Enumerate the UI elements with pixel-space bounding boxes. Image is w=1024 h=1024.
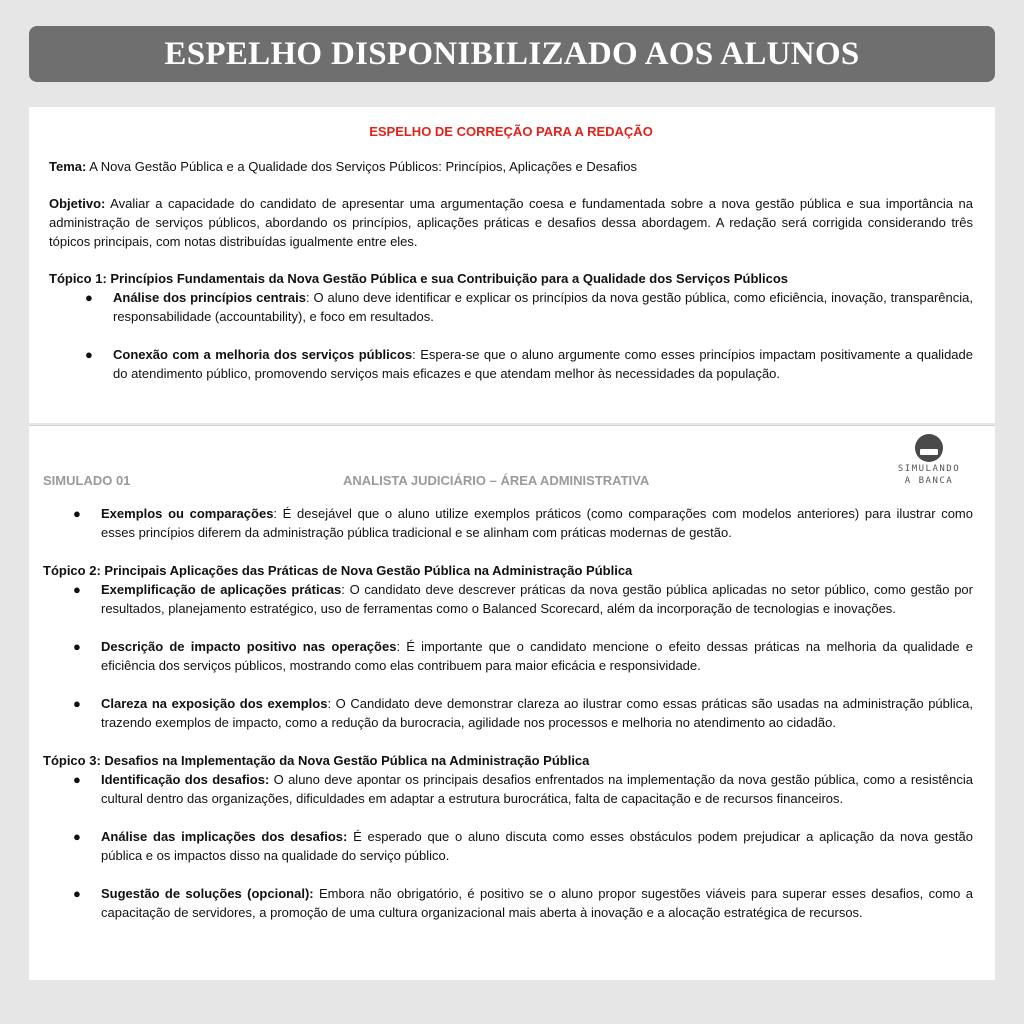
list-item [43,504,973,542]
header-cargo: ANALISTA JUDICIÁRIO – ÁREA ADMINISTRATIVA [343,473,650,488]
list-item [43,580,973,618]
banner-title: ESPELHO DISPONIBILIZADO AOS ALUNOS [164,35,860,72]
logo-line-1: SIMULANDO [897,464,961,474]
student-reading-icon [915,434,943,462]
list-item [43,770,973,808]
tema-paragraph [49,157,973,176]
list-item [49,345,973,383]
item-label: Descrição de impacto positivo nas operações [101,639,397,654]
document-page-2 [29,425,995,980]
topic-3-list [43,770,973,922]
list-item [49,288,973,326]
topic-3-title: Tópico 3: Desafios na Implementação da Nova Gestão Pública na Administração Pública [43,753,590,768]
item-label: Identificação dos desafios: [101,772,270,787]
bullet-icon: ● [85,347,93,362]
bullet-icon: ● [73,639,81,654]
item-text: : É importante que o candidato mencione o efeito dessas práticas na melhoria da qualidade e eficiência dos serviços públicos, mostrando como elas contribuem para maior eficácia e responsividade. [101,639,973,673]
item-label: Sugestão de soluções (opcional): [101,886,314,901]
list-item [43,884,973,922]
objetivo-text: Avaliar a capacidade do candidato de apresentar uma argumentação coesa e fundamentada sobre a nova gestão pública e sua importância na administração de serviços públicos, abordando os princípios, aplicações práticas e desafios dessa abordagem. A redação será corrigida considerando três tópicos principais, com notas distribuídas igualmente entre eles. [49,196,973,249]
bullet-icon: ● [73,886,81,901]
item-text: : O aluno deve identificar e explicar os princípios da nova gestão pública, como eficiência, inovação, transparência, responsabilidade (accountability), e foco em resultados. [113,290,973,324]
topic-1-list [49,288,973,383]
tema-label: Tema: [49,159,87,174]
page-header [43,426,973,504]
list-item [43,694,973,732]
logo-line-2: A BANCA [904,476,954,486]
item-text: O aluno deve apontar os principais desafios enfrentados na implementação da nova gestão pública, como a resistência cultural dentro das organizações, dificuldades em adaptar a estrutura burocrática, falta de capacitação e de recursos financeiros. [101,772,974,806]
objetivo-paragraph [49,194,973,251]
document-title: ESPELHO DE CORREÇÃO PARA A REDAÇÃO [369,124,653,139]
bullet-icon: ● [73,506,81,521]
item-text: : É desejável que o aluno utilize exemplos práticos (como comparações com modelos anteriores) para ilustrar como esses princípios diferem da administração pública tradicional e se alinham com práticas modernas de gestão. [101,506,973,540]
page-banner [29,26,995,82]
bullet-icon: ● [73,582,81,597]
item-label: Clareza na exposição dos exemplos [101,696,328,711]
item-text: : O Candidato deve demonstrar clareza ao ilustrar como essas práticas são usadas na administração pública, trazendo exemplos de impacto, como a redução da burocracia, agilidade nos processos e melhoria no atendimento ao cidadão. [101,696,973,730]
bullet-icon: ● [85,290,93,305]
bullet-icon: ● [73,772,81,787]
objetivo-label: Objetivo: [49,196,106,211]
item-label: Exemplos ou comparações [101,506,274,521]
item-label: Exemplificação de aplicações práticas [101,582,342,597]
item-label: Análise dos princípios centrais [113,290,306,305]
list-item [43,637,973,675]
tema-text: A Nova Gestão Pública e a Qualidade dos Serviços Públicos: Princípios, Aplicações e Desafios [86,159,637,174]
document-page-1 [29,107,995,423]
item-text: É esperado que o aluno discuta como esses obstáculos podem prejudicar a aplicação da nova gestão pública e os impactos disso na qualidade do serviço público. [101,829,973,863]
header-simulado: SIMULADO 01 [43,473,131,488]
bullet-icon: ● [73,696,81,711]
list-item [43,827,973,865]
topic-1-title: Tópico 1: Princípios Fundamentais da Nova Gestão Pública e sua Contribuição para a Qualidade dos Serviços Públicos [49,271,789,286]
item-text: Embora não obrigatório, é positivo se o aluno propor sugestões viáveis para superar esses desafios, como a capacitação de servidores, a promoção de uma cultura organizacional mais aberta à inovação e a alocação estratégica de recursos. [101,886,973,920]
topic-2-list [43,580,973,732]
logo [889,434,969,486]
item-text: : Espera-se que o aluno argumente como esses princípios impactam positivamente a qualidade do atendimento público, promovendo serviços mais eficazes e que atendam melhor às necessidades da população. [113,347,973,381]
bullet-icon: ● [73,829,81,844]
item-label: Conexão com a melhoria dos serviços públicos [113,347,413,362]
topic-1-list-continued [43,504,973,542]
topic-2-title: Tópico 2: Principais Aplicações das Práticas de Nova Gestão Pública na Administração Pública [43,563,633,578]
item-text: : O candidato deve descrever práticas da nova gestão pública aplicadas no setor público, como gestão por resultados, planejamento estratégico, uso de ferramentas como o Balanced Scorecard, além da incorporação de tecnologias e inovações. [101,582,973,616]
item-label: Análise das implicações dos desafios: [101,829,348,844]
